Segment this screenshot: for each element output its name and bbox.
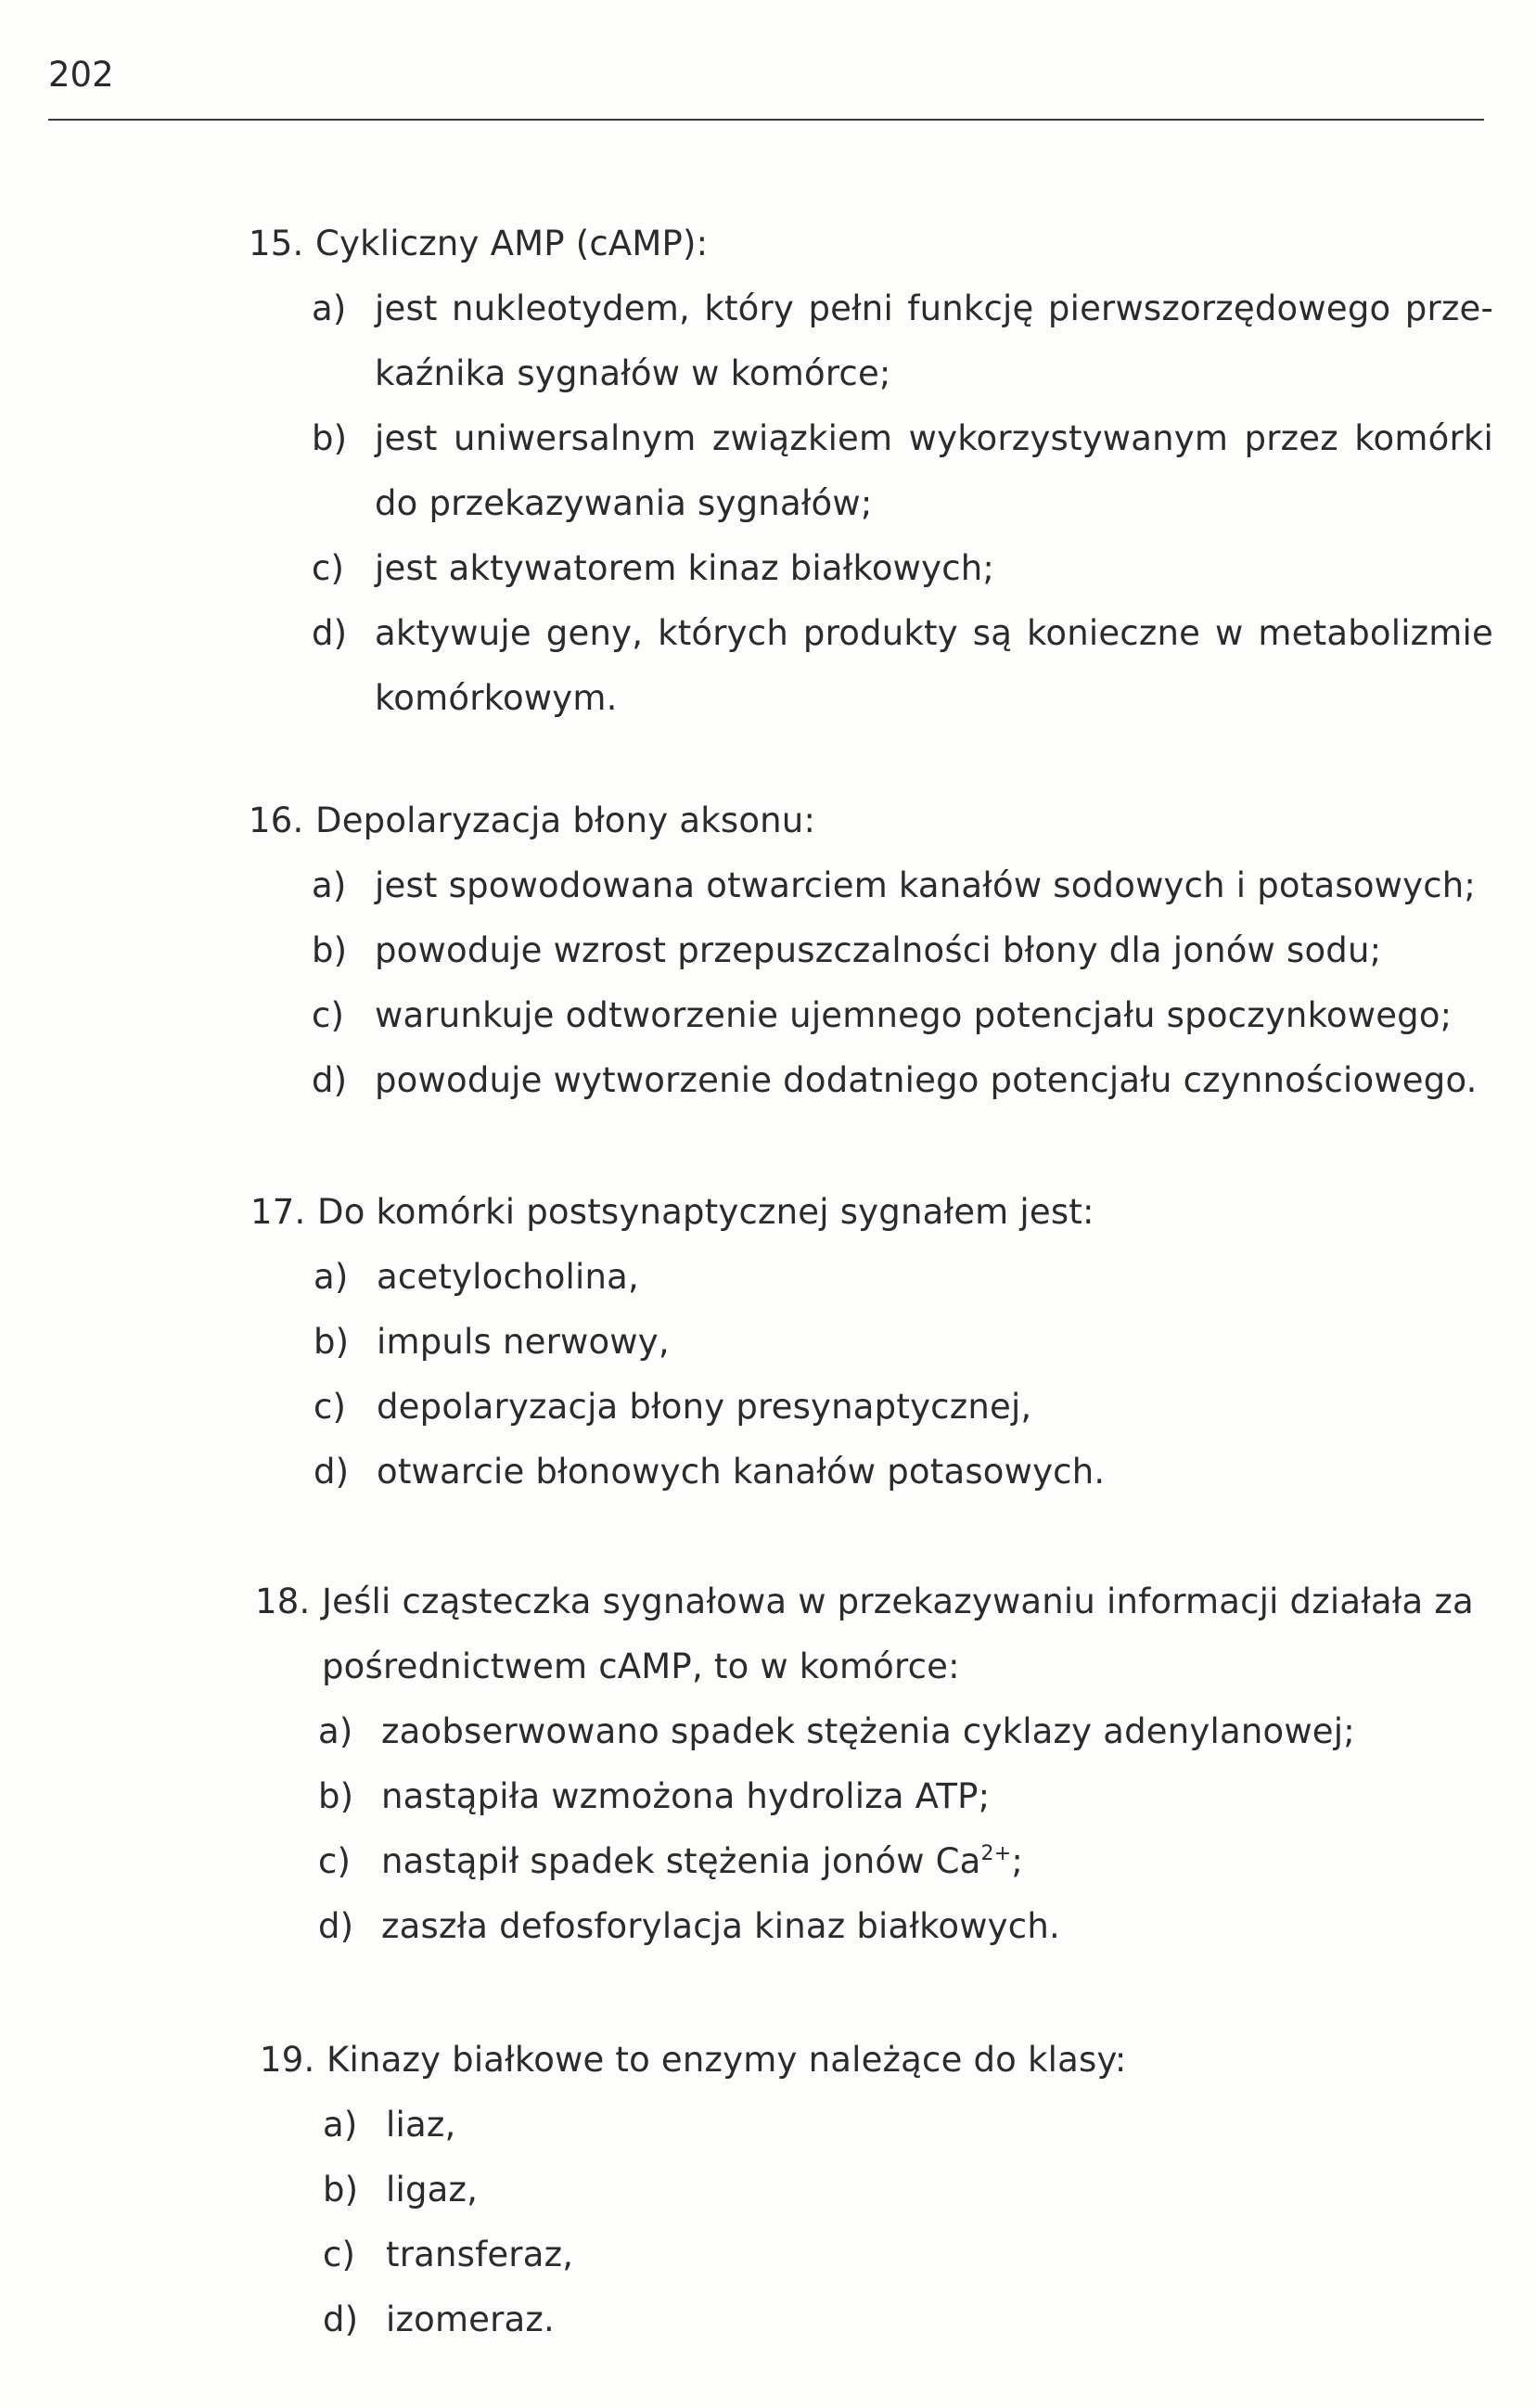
option-letter: a) (323, 2105, 358, 2145)
option-letter: c) (312, 995, 345, 1035)
option-letter: d) (314, 1452, 350, 1492)
option-text: impuls nerwowy, (377, 1322, 670, 1362)
option-text (381, 1829, 1495, 1894)
option-text: jest spowodowana otwarciem kanałów sodowych i potasowych; (375, 865, 1477, 905)
question-stem (250, 1180, 1493, 1245)
answer-option (323, 2158, 1493, 2222)
question-text: Do komórki postsynaptycznej sygnałem jest: (317, 1192, 1094, 1232)
answer-option (312, 276, 1493, 406)
question-text: Depolaryzacja błony aksonu: (315, 801, 816, 840)
question-stem (255, 1569, 1495, 1699)
answer-option (314, 1440, 1493, 1505)
option-text: depolaryzacja błony presynaptycznej, (377, 1387, 1032, 1427)
answer-option (312, 1048, 1493, 1113)
option-letter: d) (323, 2299, 359, 2339)
option-text: powoduje wzrost przepuszczalności błony dla jonów sodu; (375, 930, 1382, 970)
option-letter: b) (318, 1776, 354, 1816)
option-letter: a) (314, 1257, 349, 1297)
option-letter: b) (312, 418, 348, 458)
answer-option (312, 536, 1493, 601)
option-text: jest uniwersalnym związkiem wykorzystywanym przez komórki do przekazywania sygnałów; (375, 418, 1493, 523)
answer-option (318, 1699, 1495, 1764)
question-text: Kinazy białkowe to enzymy należące do klasy: (326, 2040, 1127, 2080)
answer-options (250, 1245, 1493, 1505)
answer-option (318, 1894, 1495, 1959)
option-letter: b) (314, 1322, 350, 1362)
option-letter: a) (312, 288, 347, 328)
question-stem (249, 788, 1493, 853)
answer-option (323, 2093, 1493, 2158)
option-text: zaobserwowano spadek stężenia cyklazy adenylanowej; (381, 1711, 1355, 1751)
option-letter: d) (312, 1060, 348, 1100)
option-text-main: nastąpił spadek stężenia jonów Ca (381, 1841, 981, 1881)
answer-option (318, 1829, 1495, 1894)
answer-option (312, 983, 1493, 1048)
option-letter: c) (323, 2235, 356, 2274)
option-text: jest aktywatorem kinaz białkowych; (375, 548, 995, 588)
answer-option (312, 853, 1493, 918)
option-text: ligaz, (386, 2170, 479, 2209)
answer-option (323, 2287, 1493, 2352)
option-letter: b) (323, 2170, 359, 2209)
header-rule (48, 119, 1484, 121)
question-16 (249, 788, 1493, 1113)
option-text-after: ; (1011, 1841, 1024, 1881)
answer-option (312, 918, 1493, 983)
option-text: nastąpiła wzmożona hydroliza ATP; (381, 1776, 991, 1816)
option-letter: a) (312, 865, 347, 905)
option-text: jest nukleotydem, który pełni funkcję pierwszorzędowego prze-kaźnika sygnałów w komórce; (375, 288, 1493, 393)
page-number: 202 (48, 55, 114, 95)
option-letter: c) (318, 1841, 352, 1881)
option-text: izomeraz. (386, 2299, 556, 2339)
question-text: Jeśli cząsteczka sygnałowa w przekazywaniu informacji działała za pośrednictwem cAMP, to w komórce: (322, 1582, 1474, 1686)
option-text: zaszła defosforylacja kinaz białkowych. (381, 1906, 1060, 1946)
answer-option (323, 2222, 1493, 2287)
question-stem (249, 211, 1493, 276)
answer-options (249, 276, 1493, 731)
answer-option (312, 406, 1493, 536)
answer-option (314, 1375, 1493, 1440)
option-letter: c) (314, 1387, 347, 1427)
question-number: 18. (255, 1582, 311, 1621)
answer-option (314, 1245, 1493, 1310)
question-number: 17. (250, 1192, 306, 1232)
question-number: 19. (260, 2040, 315, 2080)
option-letter: d) (312, 613, 348, 653)
question-19 (260, 2028, 1493, 2352)
superscript-charge: 2+ (980, 1842, 1012, 1865)
question-number: 15. (249, 224, 304, 263)
option-letter: c) (312, 548, 345, 588)
question-number: 16. (249, 801, 304, 840)
option-letter: a) (318, 1711, 353, 1751)
question-text: Cykliczny AMP (cAMP): (315, 224, 709, 263)
option-text: powoduje wytworzenie dodatniego potencjału czynnościowego. (375, 1060, 1478, 1100)
question-stem (260, 2028, 1493, 2093)
question-18 (255, 1569, 1495, 1959)
answer-option (314, 1310, 1493, 1375)
question-17 (250, 1180, 1493, 1505)
option-text: liaz, (386, 2105, 456, 2145)
answer-options (260, 2093, 1493, 2352)
answer-options (249, 853, 1493, 1113)
option-letter: d) (318, 1906, 354, 1946)
answer-option (312, 601, 1493, 731)
option-text: otwarcie błonowych kanałów potasowych. (377, 1452, 1106, 1492)
option-text: transferaz, (386, 2235, 574, 2274)
option-text: aktywuje geny, których produkty są konieczne w metabolizmie komórkowym. (375, 613, 1493, 718)
option-letter: b) (312, 930, 348, 970)
option-text: warunkuje odtworzenie ujemnego potencjału spoczynkowego; (375, 995, 1453, 1035)
answer-option (318, 1764, 1495, 1829)
option-text: acetylocholina, (377, 1257, 639, 1297)
answer-options (255, 1699, 1495, 1959)
question-15 (249, 211, 1493, 731)
